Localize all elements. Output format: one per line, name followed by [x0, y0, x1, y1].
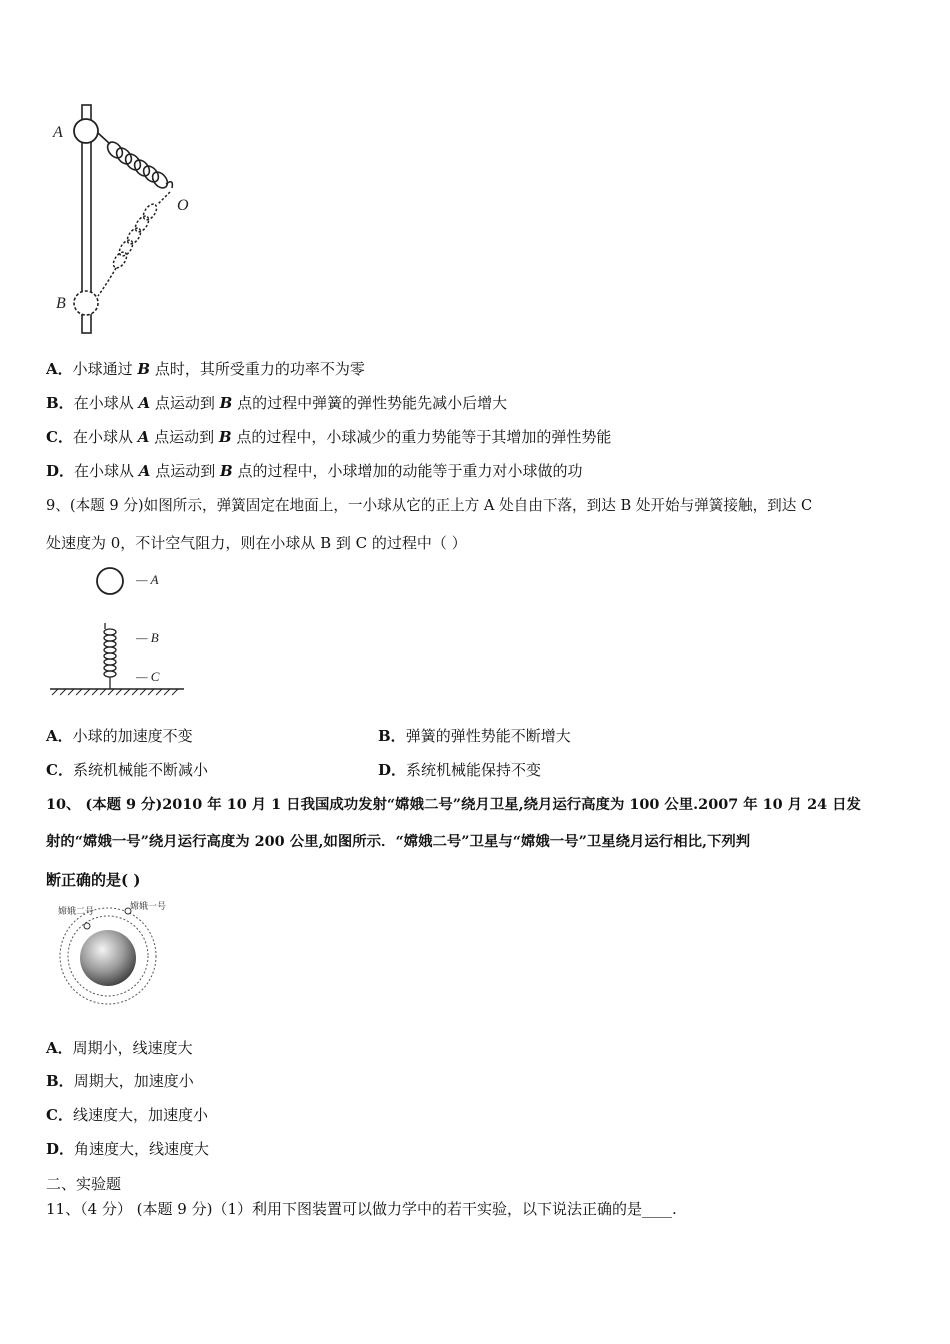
q8-option-c: C．在小球从 A 点运动到 B 点的过程中，小球减少的重力势能等于其增加的弹性势能 [46, 428, 612, 446]
q10-option-b: B．周期大，加速度小 [46, 1072, 194, 1090]
label-chang1: 嫦娥一号 [130, 902, 167, 912]
q9-stem-line2: 处速度为 0，不计空气阻力，则在小球从 B 到 C 的过程中（ ） [46, 534, 467, 552]
ground-hatch [52, 689, 178, 695]
figure-spring-rod [40, 100, 200, 340]
q9-option-a: A．小球的加速度不变 [46, 727, 193, 745]
figure-moon-orbits [50, 898, 180, 1010]
q8-option-b: B．在小球从 A 点运动到 B 点的过程中弹簧的弹性势能先减小后增大 [46, 394, 508, 412]
q8-option-a: A．小球通过 B 点时，其所受重力的功率不为零 [46, 360, 365, 378]
label-chang2: 嫦娥二号 [58, 907, 95, 917]
label-a: A [53, 124, 63, 141]
spring-solid [98, 133, 172, 191]
ball [97, 568, 123, 594]
q9-option-b: B．弹簧的弹性势能不断增大 [378, 727, 571, 745]
q9-stem-line1: 9、(本题 9 分)如图所示，弹簧固定在地面上，一小球从它的正上方 A 处自由下落，到达 B 处开始与弹簧接触，到达 C [46, 497, 813, 514]
label-b: — B [136, 630, 159, 645]
q10-option-c: C．线速度大，加速度小 [46, 1106, 208, 1124]
ball-b [74, 291, 98, 315]
spring-coil [104, 623, 116, 689]
moon [80, 930, 136, 986]
label-o: O [177, 197, 189, 214]
figure-falling-ball [44, 565, 194, 705]
q9-option-d: D．系统机械能保持不变 [378, 761, 542, 779]
q10-stem-line1: 10、 (本题 9 分)2010 年 10 月 1 日我国成功发射“嫦娥二号”绕月卫星,绕月运行高度为 100 公里.2007 年 10 月 24 日发 [46, 796, 861, 813]
satellite-chang2 [84, 923, 90, 929]
section-title: 二、实验题 [46, 1175, 122, 1193]
q8-option-d: D．在小球从 A 点运动到 B 点的过程中，小球增加的动能等于重力对小球做的功 [46, 462, 583, 480]
q10-stem-line2: 射的“嫦娥一号”绕月运行高度为 200 公里,如图所示．“嫦娥二号”卫星与“嫦娥一号”卫星绕月运行相比,下列判 [46, 833, 751, 850]
label-a: — A [136, 572, 159, 587]
spring-dashed [98, 192, 170, 296]
q10-option-d: D．角速度大，线速度大 [46, 1140, 210, 1158]
label-c: — C [136, 669, 160, 684]
label-b: B [56, 295, 66, 312]
q11-stem-line1: 11、（4 分） (本题 9 分)（1）利用下图装置可以做力学中的若干实验，以下说法正确的是____. [46, 1200, 677, 1218]
q10-stem-line3: 断正确的是( ) [46, 871, 141, 889]
ball-a [74, 119, 98, 143]
q9-option-c: C．系统机械能不断减小 [46, 761, 208, 779]
q10-option-a: A．周期小，线速度大 [46, 1039, 193, 1057]
